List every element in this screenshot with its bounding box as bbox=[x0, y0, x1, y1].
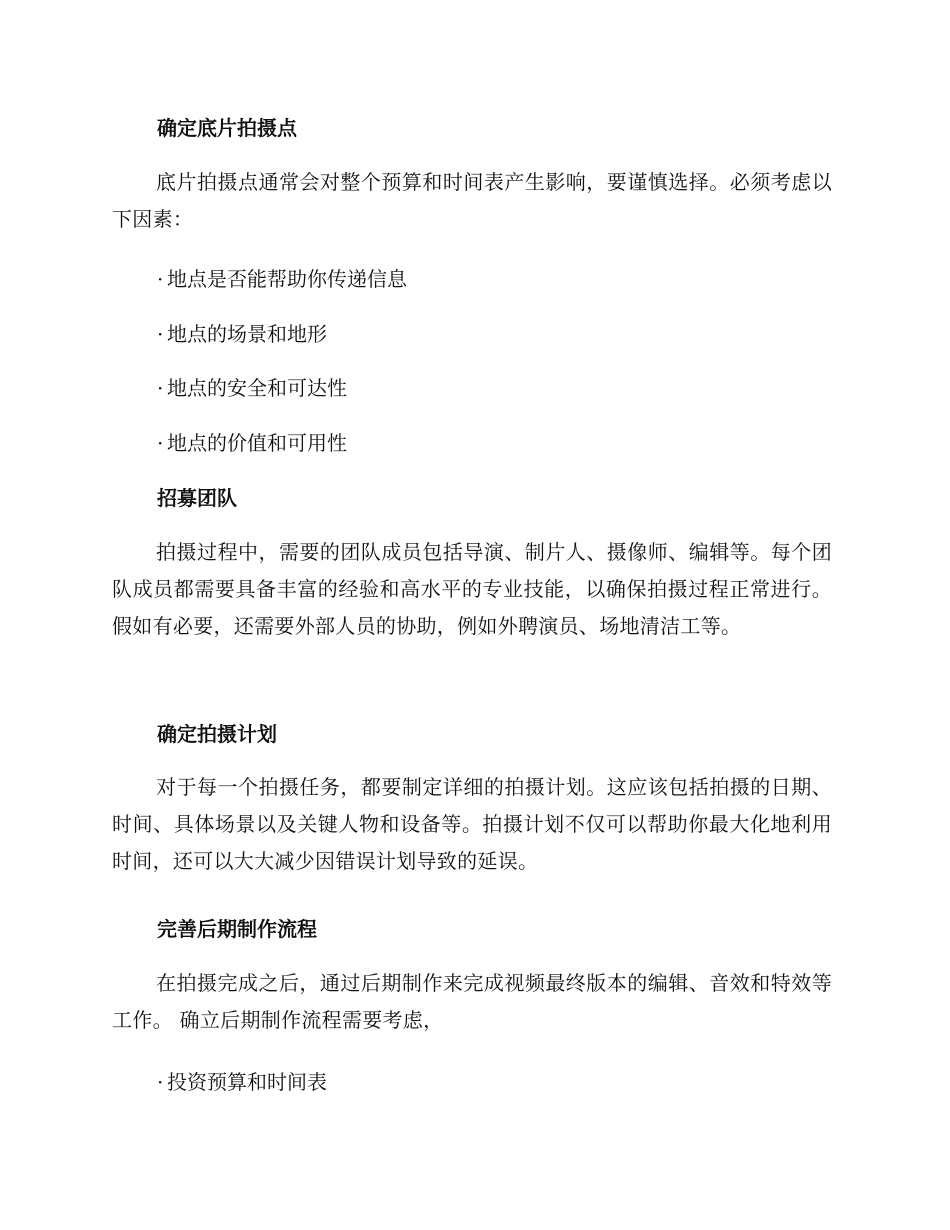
section-heading-post-production: 完善后期制作流程 bbox=[157, 917, 317, 941]
bullet-text: 地点的场景和地形 bbox=[167, 322, 327, 346]
bullet-item bbox=[157, 374, 347, 402]
bullet-dot: · bbox=[157, 376, 164, 400]
bullet-dot: · bbox=[157, 322, 164, 346]
bullet-text: 地点的价值和可用性 bbox=[167, 431, 347, 455]
section-paragraph-post-production: 在拍摄完成之后，通过后期制作来完成视频最终版本的编辑、音效和特效等工作。 确立后期制作流程需要考虑， bbox=[112, 971, 832, 1032]
section-paragraph-shooting-plan: 对于每一个拍摄任务，都要制定详细的拍摄计划。这应该包括拍摄的日期、时间、具体场景以及关键人物和设备等。拍摄计划不仅可以帮助你最大化地利用时间，还可以大大减少因错误计划导致的延误。 bbox=[112, 775, 832, 873]
bullet-item bbox=[157, 429, 347, 457]
bullet-text: 地点的安全和可达性 bbox=[167, 376, 347, 400]
bullet-item bbox=[157, 265, 407, 293]
section-paragraph-shooting-location: 底片拍摄点通常会对整个预算和时间表产生影响，要谨慎选择。必须考虑以下因素： bbox=[112, 170, 832, 231]
bullet-text: 地点是否能帮助你传递信息 bbox=[167, 267, 407, 291]
section-heading-shooting-plan: 确定拍摄计划 bbox=[157, 722, 277, 746]
section-paragraph-recruit-team: 拍摄过程中，需要的团队成员包括导演、制片人、摄像师、编辑等。每个团队成员都需要具备丰富的经验和高水平的专业技能，以确保拍摄过程正常进行。假如有必要，还需要外部人员的协助，例如外聘演员、场地清洁工等。 bbox=[112, 540, 832, 638]
bullet-item bbox=[157, 1068, 327, 1096]
section-heading-shooting-location: 确定底片拍摄点 bbox=[157, 116, 297, 140]
bullet-dot: · bbox=[157, 431, 164, 455]
bullet-item bbox=[157, 320, 327, 348]
section-heading-recruit-team: 招募团队 bbox=[157, 486, 237, 510]
bullet-text: 投资预算和时间表 bbox=[167, 1070, 327, 1094]
bullet-dot: · bbox=[157, 267, 164, 291]
bullet-dot: · bbox=[157, 1070, 164, 1094]
